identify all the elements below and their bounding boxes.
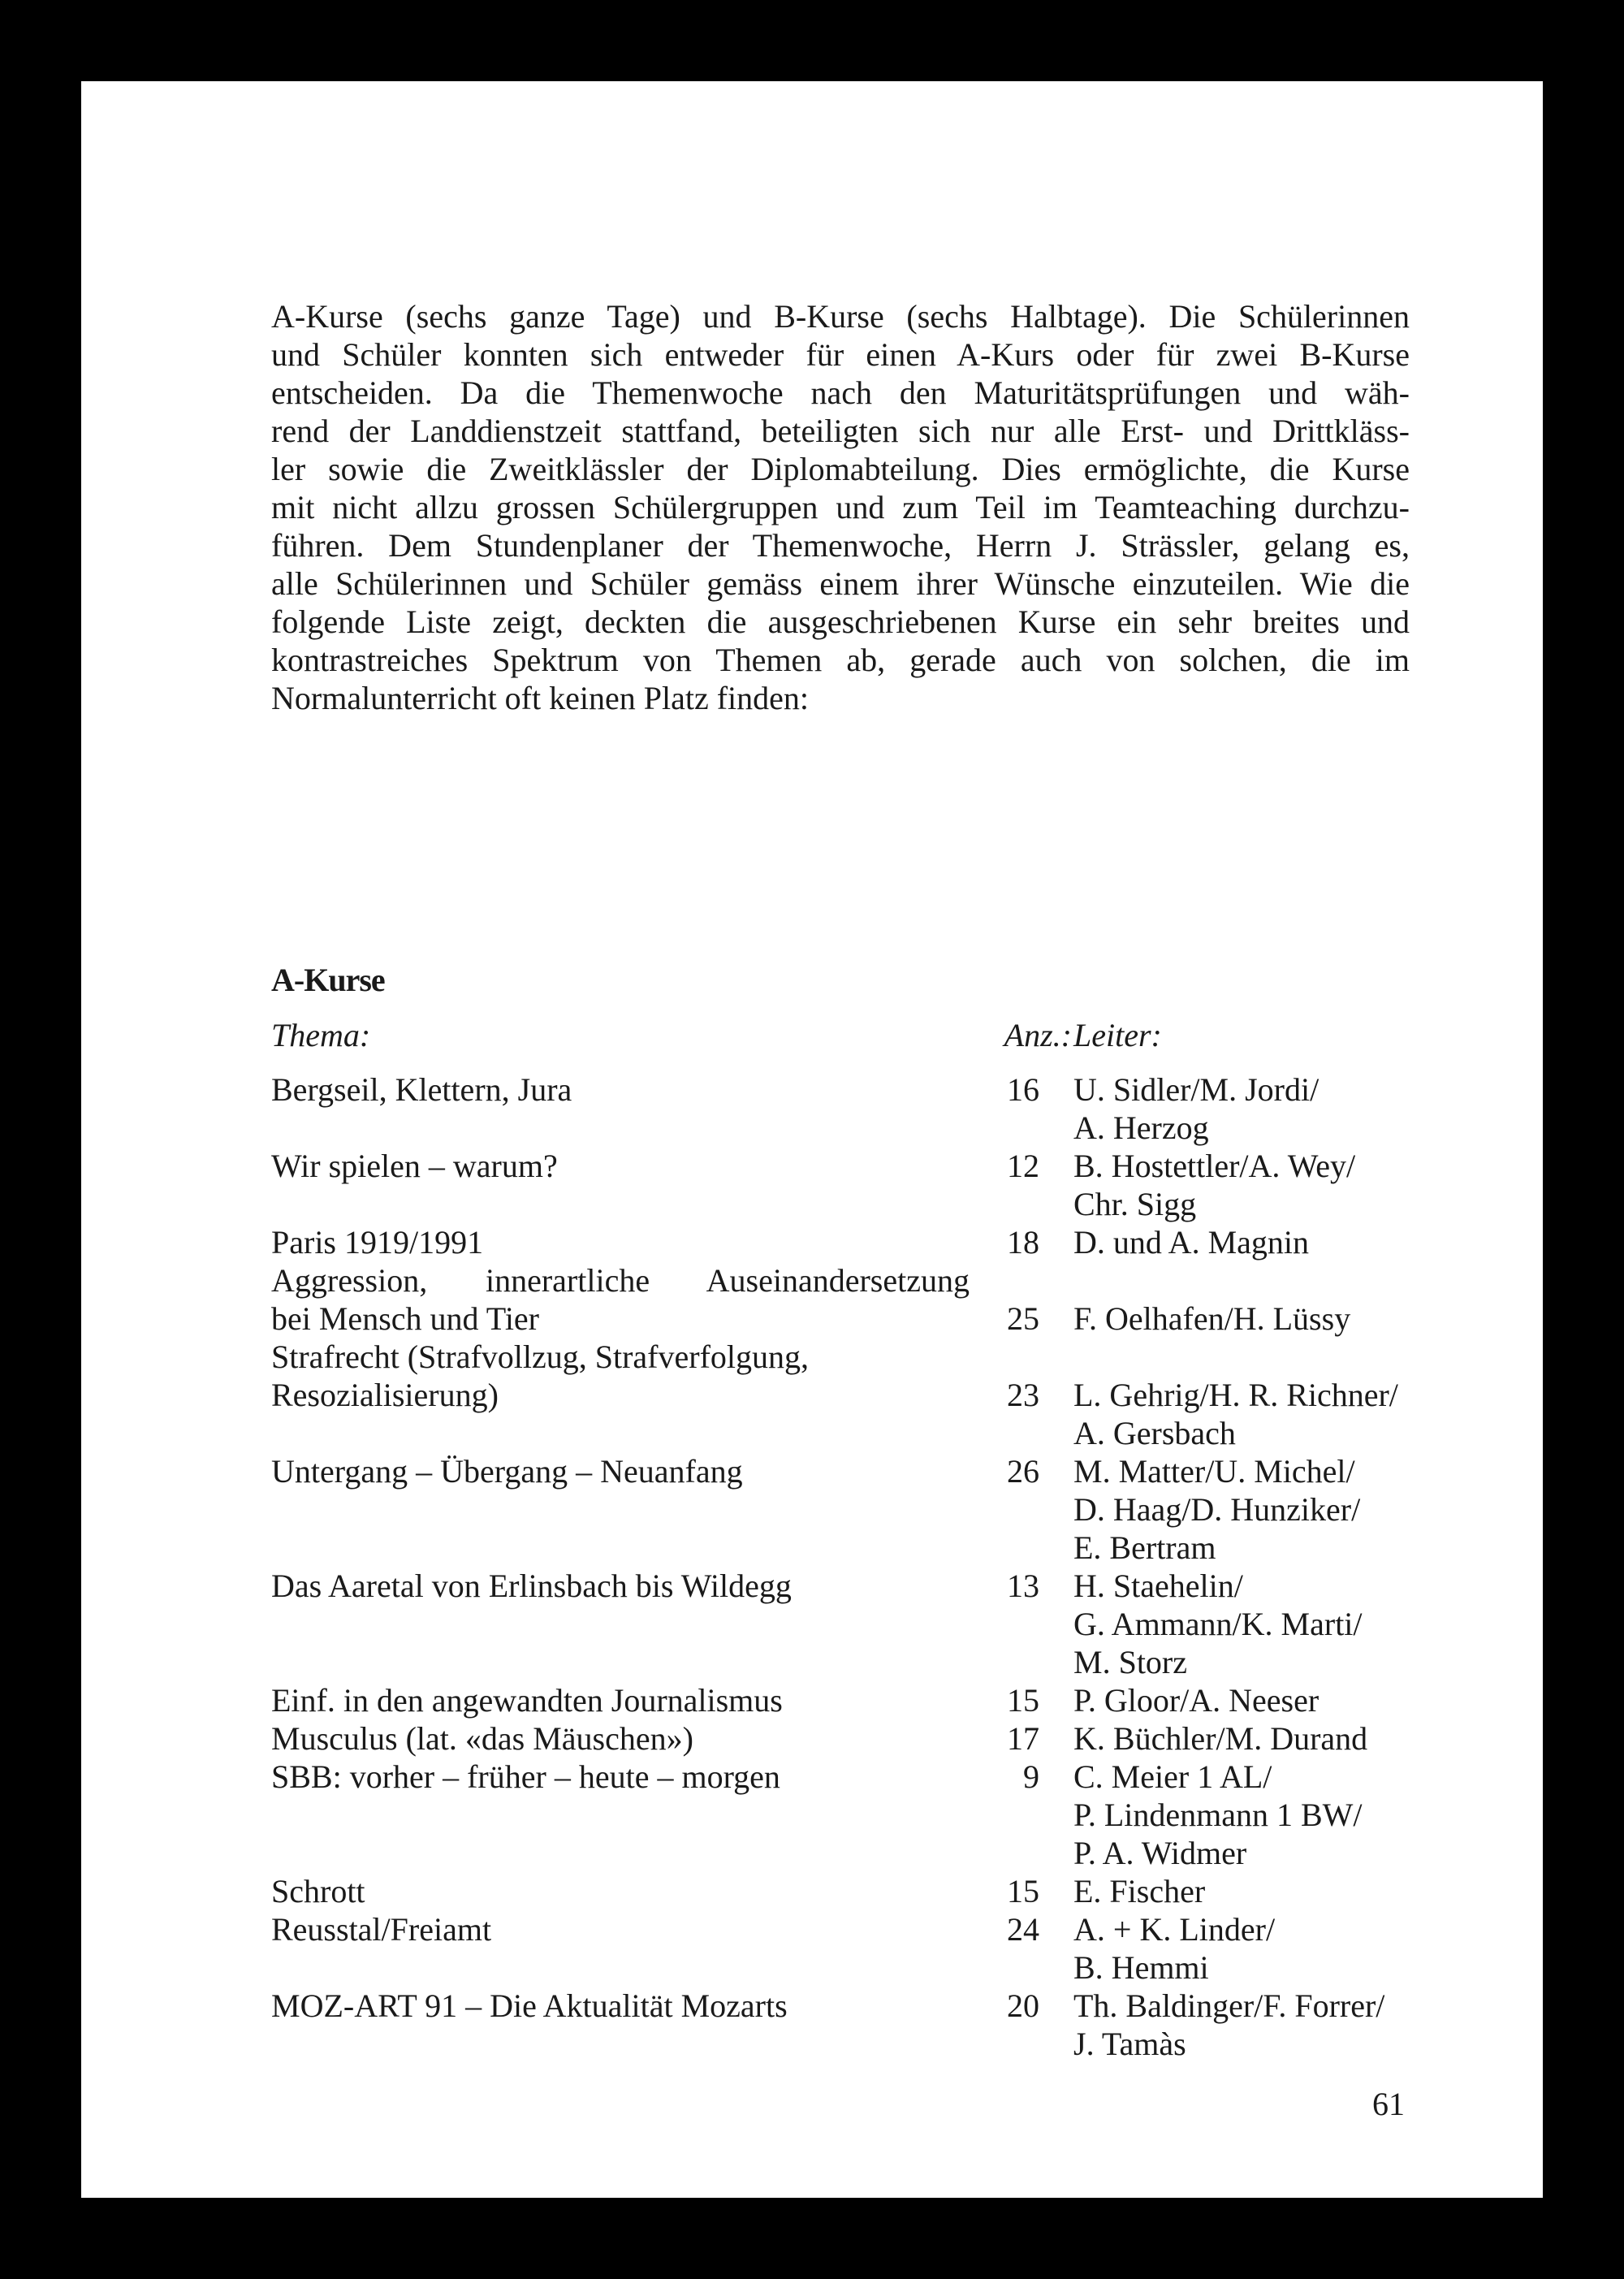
course-leiter	[1073, 1452, 1360, 1567]
course-leiter	[1073, 1300, 1350, 1338]
course-thema	[271, 1719, 970, 1758]
course-anz: 26	[1007, 1453, 1039, 1490]
leiter-line: K. Büchler/M. Durand	[1073, 1720, 1368, 1757]
course-leiter	[1073, 1910, 1275, 1987]
thema-line: Reusstal/Freiamt	[271, 1911, 492, 1948]
thema-line: Resozialisierung)	[271, 1377, 499, 1413]
leiter-line: G. Ammann/K. Marti/	[1073, 1606, 1363, 1642]
leiter-line: Th. Baldinger/F. Forrer/	[1073, 1987, 1385, 2024]
course-thema	[271, 1070, 970, 1109]
course-leiter	[1073, 1223, 1309, 1261]
leiter-line: D. und A. Magnin	[1073, 1224, 1309, 1261]
thema-line: MOZ-ART 91 – Die Aktualität Mozarts	[271, 1987, 788, 2024]
text-line: kontrastreiches Spektrum von Themen ab, gerade auch von solchen, die im	[271, 642, 1410, 678]
thema-line: Bergseil, Klettern, Jura	[271, 1071, 572, 1108]
course-anz: 23	[1007, 1377, 1039, 1413]
column-header-leiter: Leiter:	[1073, 1017, 1162, 1053]
page-number: 61	[1372, 2086, 1405, 2122]
text-line: und Schüler konnten sich entweder für einen A-Kurs oder für zwei B-Kurse	[271, 336, 1410, 373]
course-leiter	[1073, 1872, 1205, 1910]
course-anz: 25	[1007, 1300, 1039, 1337]
thema-line: Strafrecht (Strafvollzug, Strafverfolgung,	[271, 1338, 810, 1375]
leiter-line: J. Tamàs	[1073, 2026, 1186, 2062]
thema-line: Einf. in den angewandten Journalismus	[271, 1682, 783, 1719]
thema-line: Paris 1919/1991	[271, 1224, 484, 1261]
thema-line: Untergang – Übergang – Neuanfang	[271, 1453, 743, 1490]
course-anz: 16	[1007, 1071, 1039, 1108]
course-thema	[271, 1910, 970, 1948]
leiter-line: M. Matter/U. Michel/	[1073, 1453, 1355, 1490]
thema-line: Aggression, innerartliche Auseinandersetzung	[271, 1262, 970, 1299]
thema-line: Das Aaretal von Erlinsbach bis Wildegg	[271, 1568, 792, 1604]
text-line: Normalunterricht oft keinen Platz finden:	[271, 680, 810, 716]
thema-line: Wir spielen – warum?	[271, 1148, 558, 1184]
text-line: mit nicht allzu grossen Schülergruppen und zum Teil im Teamteaching durchzu-	[271, 489, 1410, 525]
leiter-line: C. Meier 1 AL/	[1073, 1758, 1272, 1795]
course-leiter	[1073, 1758, 1363, 1872]
course-thema	[271, 1147, 970, 1185]
course-leiter	[1073, 1719, 1367, 1758]
column-header-anz: Anz.:	[1004, 1017, 1072, 1053]
text-line: rend der Landdienstzeit stattfand, beteiligten sich nur alle Erst- und Drittkläss-	[271, 413, 1410, 449]
leiter-line: A. Gersbach	[1073, 1415, 1236, 1451]
course-leiter	[1073, 1147, 1355, 1223]
leiter-line: P. Gloor/A. Neeser	[1073, 1682, 1320, 1719]
course-thema	[271, 1261, 970, 1338]
course-anz: 15	[1007, 1873, 1039, 1909]
text-line: alle Schülerinnen und Schüler gemäss einem ihrer Wünsche einzuteilen. Wie die	[271, 565, 1410, 602]
text-line: A-Kurse (sechs ganze Tage) und B-Kurse (sechs Halbtage). Die Schülerinnen	[271, 298, 1410, 335]
course-leiter	[1073, 1567, 1363, 1681]
column-header-thema: Thema:	[271, 1017, 371, 1053]
course-anz: 18	[1007, 1224, 1039, 1261]
course-anz: 15	[1007, 1682, 1039, 1719]
thema-line: bei Mensch und Tier	[271, 1300, 539, 1337]
course-anz: 17	[1007, 1720, 1039, 1757]
course-anz: 13	[1007, 1568, 1039, 1604]
course-anz: 20	[1007, 1987, 1039, 2024]
document-page	[81, 81, 1543, 2198]
course-thema	[271, 1338, 970, 1414]
leiter-line: B. Hemmi	[1073, 1949, 1209, 1986]
course-leiter	[1073, 1987, 1384, 2063]
course-anz: 24	[1007, 1911, 1039, 1948]
leiter-line: B. Hostettler/A. Wey/	[1073, 1148, 1356, 1184]
course-thema	[271, 1223, 970, 1261]
course-thema	[271, 1872, 970, 1910]
leiter-line: E. Fischer	[1073, 1873, 1206, 1909]
text-line: führen. Dem Stundenplaner der Themenwoche, Herrn J. Strässler, gelang es,	[271, 527, 1410, 564]
thema-line: SBB: vorher – früher – heute – morgen	[271, 1758, 780, 1795]
section-title: A-Kurse	[271, 962, 385, 998]
text-line: folgende Liste zeigt, deckten die ausgeschriebenen Kurse ein sehr breites und	[271, 603, 1410, 640]
leiter-line: A. + K. Linder/	[1073, 1911, 1276, 1948]
course-thema	[271, 1567, 970, 1605]
course-leiter	[1073, 1376, 1398, 1452]
leiter-line: H. Staehelin/	[1073, 1568, 1243, 1604]
course-anz: 9	[1023, 1758, 1039, 1795]
leiter-line: Chr. Sigg	[1073, 1186, 1197, 1222]
leiter-line: F. Oelhafen/H. Lüssy	[1073, 1300, 1351, 1337]
leiter-line: P. A. Widmer	[1073, 1835, 1247, 1871]
course-anz: 12	[1007, 1148, 1039, 1184]
thema-line: Musculus (lat. «das Mäuschen»)	[271, 1720, 693, 1757]
text-line: entscheiden. Da die Themenwoche nach den Maturitätsprüfungen und wäh-	[271, 374, 1410, 411]
thema-line: Schrott	[271, 1873, 365, 1909]
course-leiter	[1073, 1681, 1319, 1719]
course-thema	[271, 1452, 970, 1490]
text-line: ler sowie die Zweitklässler der Diplomabteilung. Dies ermöglichte, die Kurse	[271, 451, 1410, 487]
course-thema	[271, 1681, 970, 1719]
leiter-line: L. Gehrig/H. R. Richner/	[1073, 1377, 1398, 1413]
leiter-line: A. Herzog	[1073, 1109, 1209, 1146]
course-thema	[271, 1758, 970, 1796]
leiter-line: D. Haag/D. Hunziker/	[1073, 1491, 1361, 1528]
leiter-line: U. Sidler/M. Jordi/	[1073, 1071, 1320, 1108]
course-thema	[271, 1987, 970, 2025]
leiter-line: E. Bertram	[1073, 1529, 1216, 1566]
course-leiter	[1073, 1070, 1319, 1147]
leiter-line: M. Storz	[1073, 1644, 1187, 1680]
intro-paragraph	[271, 297, 1410, 717]
leiter-line: P. Lindenmann 1 BW/	[1073, 1797, 1363, 1833]
